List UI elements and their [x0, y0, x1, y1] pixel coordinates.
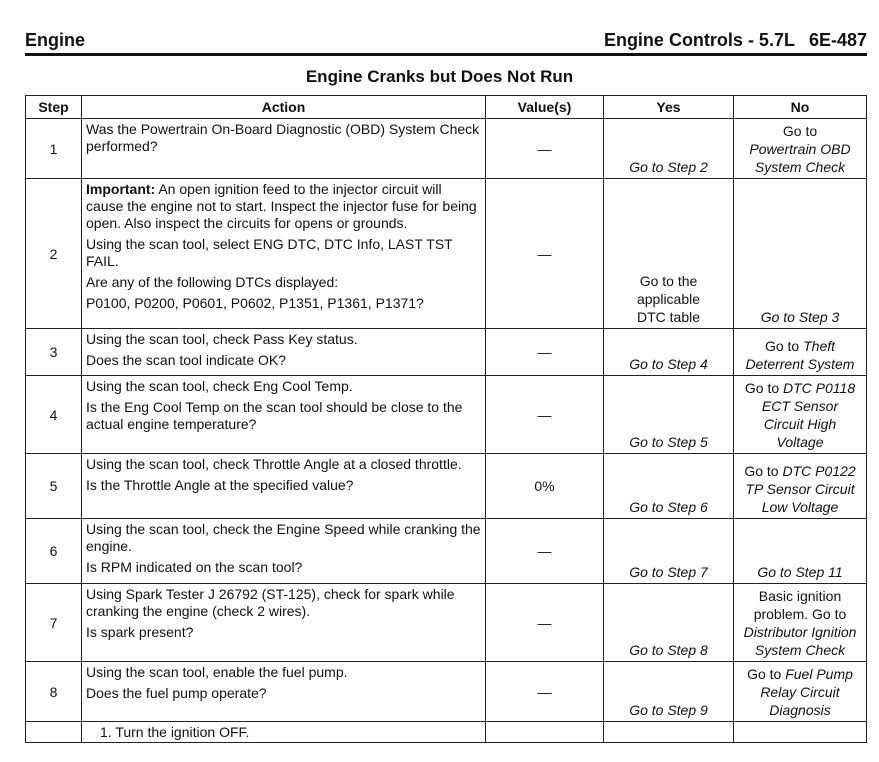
page-header — [25, 30, 867, 52]
step-number: 2 — [26, 179, 82, 329]
table-row — [26, 376, 867, 454]
value-cell: — — [486, 376, 604, 454]
col-header-step: Step — [26, 96, 82, 119]
no-cell: Go to Step 11 — [734, 519, 867, 584]
table-row — [26, 584, 867, 662]
step-number — [26, 722, 82, 743]
step-number: 5 — [26, 454, 82, 519]
table-row — [26, 119, 867, 179]
step-number: 3 — [26, 329, 82, 376]
no-cell — [734, 722, 867, 743]
action-text: Using Spark Tester J 26792 (ST-125), check for spark while cranking the engine (check 2 wires). — [86, 586, 455, 619]
col-header-no: No — [734, 96, 867, 119]
action-cell — [82, 519, 486, 584]
yes-cell: Go to Step 9 — [604, 662, 734, 722]
action-text: Using the scan tool, select ENG DTC, DTC Info, LAST TST FAIL. — [86, 236, 453, 269]
value-cell: — — [486, 662, 604, 722]
table-title: Engine Cranks but Does Not Run — [305, 67, 574, 86]
action-cell — [82, 662, 486, 722]
value-cell: — — [486, 119, 604, 179]
action-cell — [82, 119, 486, 179]
value-cell: — — [486, 179, 604, 329]
no-cell: Go to Theft Deterrent System — [734, 329, 867, 376]
no-cell: Go to DTC P0118 ECT Sensor Circuit High Voltage — [734, 376, 867, 454]
action-question: Is the Eng Cool Temp on the scan tool should be close to the actual engine temperature? — [86, 399, 463, 432]
header-rule — [25, 53, 867, 56]
value-cell: 0% — [486, 454, 604, 519]
page-number: 6E-487 — [808, 30, 867, 50]
action-text: Using the scan tool, check Pass Key status. — [86, 331, 358, 347]
action-cell — [82, 329, 486, 376]
no-cell: Go to Step 3 — [734, 179, 867, 329]
col-header-yes: Yes — [604, 96, 734, 119]
yes-cell: Go to Step 5 — [604, 376, 734, 454]
table-row — [26, 662, 867, 722]
action-question: Is spark present? — [86, 624, 194, 640]
no-cell: Go to Fuel Pump Relay Circuit Diagnosis — [734, 662, 867, 722]
table-row — [26, 454, 867, 519]
value-cell: — — [486, 584, 604, 662]
step-number: 7 — [26, 584, 82, 662]
table-row — [26, 179, 867, 329]
yes-cell: Go to Step 8 — [604, 584, 734, 662]
action-cell — [82, 584, 486, 662]
table-header-row — [26, 96, 867, 119]
action-cell — [82, 376, 486, 454]
action-question: Is the Throttle Angle at the specified value? — [86, 477, 354, 493]
no-cell: Go to DTC P0122 TP Sensor Circuit Low Voltage — [734, 454, 867, 519]
action-text: Using the scan tool, enable the fuel pump. — [86, 664, 348, 680]
yes-cell: Go to Step 7 — [604, 519, 734, 584]
action-question: Does the scan tool indicate OK? — [86, 352, 287, 368]
important-note: Important: An open ignition feed to the injector circuit will cause the engine not to start. Inspect the injector fuse for being open. Also inspect the circuits for opens or grounds. — [86, 181, 477, 231]
action-cell — [82, 179, 486, 329]
action-cell — [82, 722, 486, 743]
table-row — [26, 329, 867, 376]
step-number: 1 — [26, 119, 82, 179]
action-text: Was the Powertrain On-Board Diagnostic (OBD) System Check performed? — [86, 121, 480, 154]
col-header-values: Value(s) — [486, 96, 604, 119]
action-text: Using the scan tool, check Eng Cool Temp. — [86, 378, 353, 394]
col-header-action: Action — [82, 96, 486, 119]
no-cell: Basic ignition problem. Go to Distributor Ignition System Check — [734, 584, 867, 662]
value-cell: — — [486, 329, 604, 376]
value-cell: — — [486, 519, 604, 584]
dtc-list: P0100, P0200, P0601, P0602, P1351, P1361, P1371? — [86, 295, 424, 311]
action-text: 1. Turn the ignition OFF. — [100, 724, 250, 740]
action-text: Using the scan tool, check the Engine Speed while cranking the engine. — [86, 521, 481, 554]
section-title: Engine — [25, 30, 86, 50]
step-number: 8 — [26, 662, 82, 722]
yes-cell: Go to the applicable DTC table — [604, 179, 734, 329]
step-number: 4 — [26, 376, 82, 454]
chapter-title: Engine Controls - 5.7L — [603, 30, 795, 50]
action-question: Does the fuel pump operate? — [86, 685, 267, 701]
yes-cell: Go to Step 2 — [604, 119, 734, 179]
yes-cell: Go to Step 6 — [604, 454, 734, 519]
step-number: 6 — [26, 519, 82, 584]
table-row — [26, 519, 867, 584]
chapter-header — [604, 30, 867, 51]
value-cell — [486, 722, 604, 743]
yes-cell — [604, 722, 734, 743]
action-cell — [82, 454, 486, 519]
yes-cell: Go to Step 4 — [604, 329, 734, 376]
diagnostic-table — [25, 95, 867, 743]
table-row — [26, 722, 867, 743]
action-text: Are any of the following DTCs displayed: — [86, 274, 339, 290]
action-question: Is RPM indicated on the scan tool? — [86, 559, 303, 575]
no-cell: Go to Powertrain OBD System Check — [734, 119, 867, 179]
action-text: Using the scan tool, check Throttle Angle at a closed throttle. — [86, 456, 462, 472]
